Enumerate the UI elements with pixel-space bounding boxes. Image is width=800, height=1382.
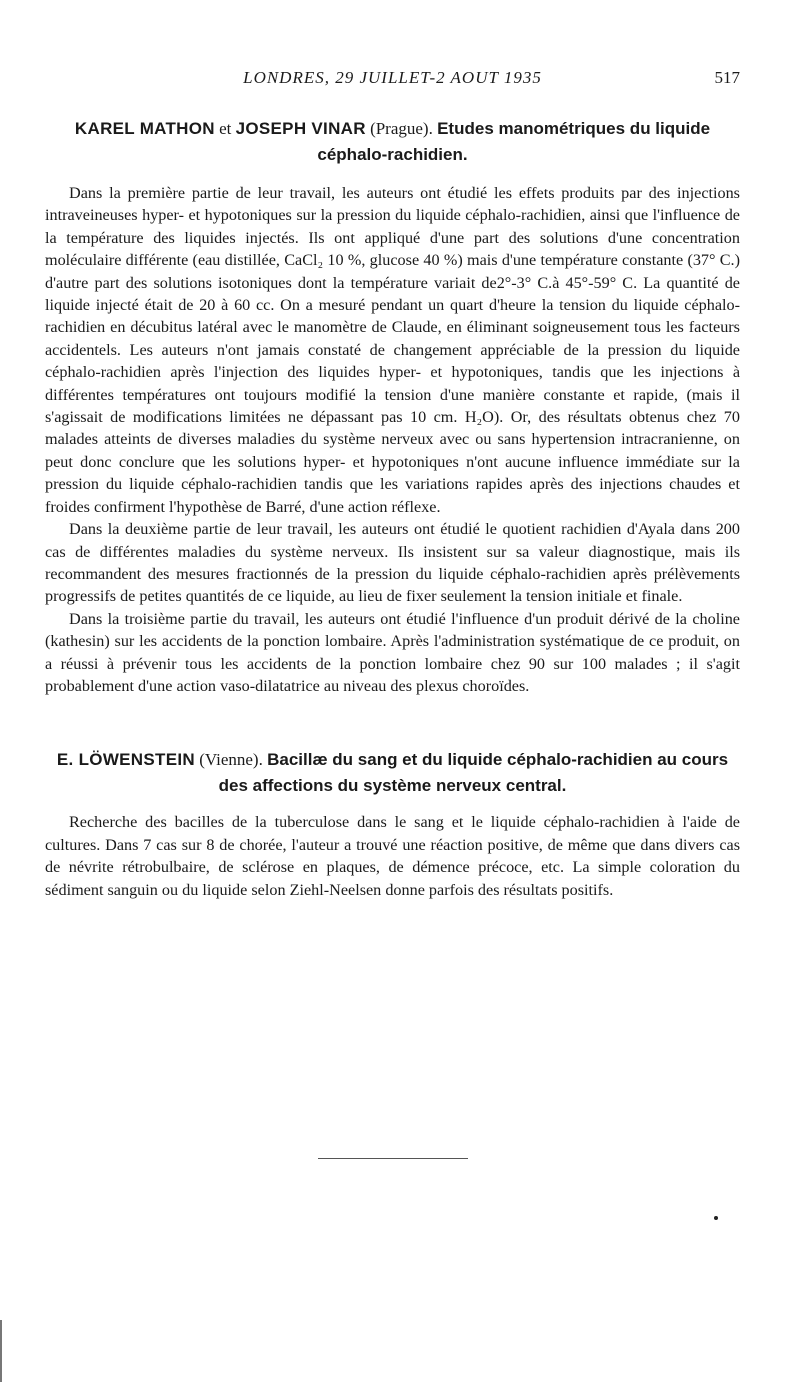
paragraph-3: Dans la troisième partie du travail, les auteurs ont étudié l'influence d'un produit dérivé de la choline (kathesin) sur les accidents de la ponction lombaire. Après l'administration systématique de ce produit, on a réussi à prévenir tous les accidents de la ponction lombaire chez 90 sur 100 malades ; il s'agit probablement d'une action vaso-dilatatrice au niveau des plexus choroïdes. [45, 609, 740, 695]
paragraph-1: Dans la première partie de leur travail, les auteurs ont étudié les effets produits par des injections intraveineuses hyper- et hypotoniques sur la pression du liquide céphalo-rachidien, ainsi que l'influence de la température des liquides injectés. Ils ont appliqué d'une part des solutions d'une concentration moléculaire différente (eau distillée, CaCl₂ 10 %, glucose 40 %) mais d'une température constante (37° C.) d'autre part des solutions isotoniques dont la température variait de2°-3° C.à 45°-59° C. La quantité de liquide injecté était de 20 à 60 cc. On a mesuré pendant un quart d'heure la tension du liquide céphalo-rachidien en décubitus latéral avec le manomètre de Claude, en éliminant soigneusement tous les facteurs accidentels. Les auteurs n'ont jamais constaté de changement appréciable de la pression du liquide céphalo-rachidien après l'injection des liquides hyper- et hypotoniques, tandis que les injections à différentes températures ont toujours modifié la tension d'une manière constante et rapide, (mais il s'agissait de modifications limitées ne dépassant pas 10 cm. H₂O). Or, des résultats obtenus chez 70 malades atteints de diverses maladies du système nerveux avec ou sans hypertension intracranienne, on peut donc conclure que les solutions hyper- et hypotoniques n'ont aucune influence immédiate sur la pression du liquide céphalo-rachidien tandis que les variations rapides après des injections chaudes et froides confirment l'hypothèse de Barré, d'une action réflexe. [45, 184, 740, 516]
page-number: 517 [714, 68, 740, 87]
journal-page [45, 68, 740, 901]
article-mathon-vinar [45, 116, 740, 697]
article-lowenstein [45, 747, 740, 901]
author-conjunction: et [219, 119, 232, 138]
author-location: (Prague). [370, 119, 433, 138]
printing-speck [714, 1216, 718, 1220]
article-heading [45, 747, 740, 799]
author-name: KAREL MATHON [74, 119, 215, 138]
separator-rule [318, 1158, 468, 1159]
author-name-2: JOSEPH VINAR [235, 119, 366, 138]
article-heading [45, 116, 740, 168]
running-header [45, 68, 740, 92]
article-title: Etudes manométriques du liquide céphalo-rachidien. [317, 119, 711, 164]
article-title: Bacillæ du sang et du liquide céphalo-rachidien au cours des affections du système nerveux central. [218, 750, 729, 796]
paragraph-1: Recherche des bacilles de la tuberculose dans le sang et le liquide céphalo-rachidien à l'aide de cultures. Dans 7 cas sur 8 de chorée, l'auteur a trouvé une réaction positive, de même que dans divers cas de névrite rétrobulbaire, de sclérose en plaques, de démence précoce, etc. La simple coloration du sédiment sanguin ou du liquide selon Ziehl-Neelsen donne parfois des résultats positifs. [45, 813, 740, 899]
author-name: E. LÖWENSTEIN [56, 750, 195, 770]
paragraph-2: Dans la deuxième partie de leur travail, les auteurs ont étudié le quotient rachidien d'Ayala dans 200 cas de différentes maladies du système nerveux. Ils insistent sur sa valeur diagnostique, mais ils recommandent des mesures fractionnés de la pression du liquide céphalo-rachidien après prélèvements progressifs de petites quantités de ce liquide, au lieu de fixer seulement la tension initiale et finale. [45, 520, 740, 606]
author-location: (Vienne). [199, 750, 263, 770]
scan-edge-mark [0, 1320, 2, 1382]
running-title: LONDRES, 29 JUILLET-2 AOUT 1935 [243, 68, 542, 87]
